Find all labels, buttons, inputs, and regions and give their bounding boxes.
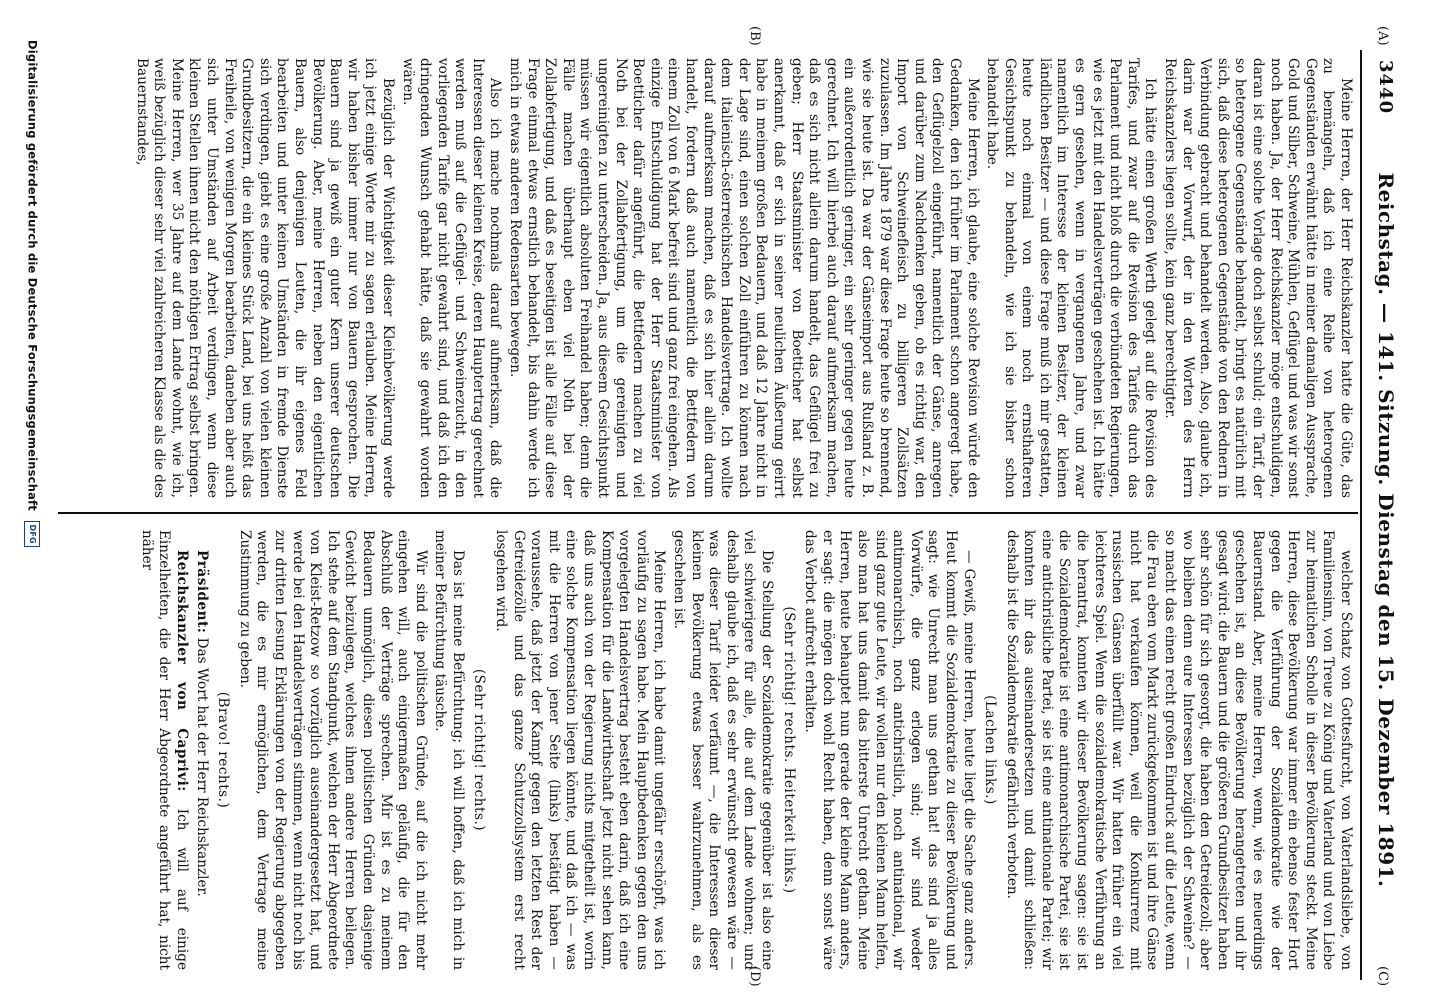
stage-direction: (Sehr richtig! rechts.) <box>471 668 488 832</box>
dfg-logo: DFG <box>24 521 40 547</box>
page-number: 3440 <box>1375 60 1396 115</box>
footer-text: Digitalisierung gefördert durch die Deutsche Forschungsgemeinschaft <box>25 40 40 511</box>
paragraph: Präsident: Das Wort hat der Herr Reichskanzler. <box>193 550 210 897</box>
paragraph: Ich hätte einen großen Werth gelegt auf die Revision des Tarifes, und zwar auf die Revision des Tarifes durch das Parlament und nicht bloß durch die verbündeten Regierungen, wie es jetzt mit den Handelsverträgen geschehen ist. Ich hätte es gern gesehen, wenn in vergangenen Jahre, und zwar namentlich im Interesse der kleinen Besitzer, der kleinen ländlichen Besitzer — und diese Frage muß ich mir gestatten, heute noch einmal von einem noch ernsthafteren Gesichtspunkt zu behandeln, wie ich sie bisher schon behandelt habe. <box>984 58 1159 498</box>
paragraph: Meine Herren, der Herr Reichskanzler hatte die Güte, das zu bemängeln, daß ich eine Reihe von heterogenen Gegenständen erwähnt hätte in meiner damaligen Aussprache, Gold und Silber, Schweine, Mühlen, Geflügel und was wir sonst noch haben. Ja, der Herr Reichskanzler möge entschuldigen, daran ist eine solche Vorlage doch selbst schuld; ein Tarif, der so heterogene Gegenstände behandelt, bringt es natürlich mit sich, daß diese heterogenen Gegenstände von den Rednern in Verbindung gebracht und behandelt werden. Also, glaube ich, darin war der Vorwurf, der in den Worten des Herrn Reichskanzlers liegen sollte, kein ganz berechtigter. <box>1162 58 1354 498</box>
header-rule <box>1360 50 1362 980</box>
paragraph: Bezüglich der Wichtigkeit dieser Kleinbevölkerung werde ich jetzt einige Worte mir zu sagen erlauben. Meine Herren, wir haben bisher immer nur von Bauern gesprochen. Die Bauern sind ja gewiß ein guter Kern unserer deutschen Bevölkerung. Aber, meine Herren, neben den eigentlichen Bauern, also denjenigen Leuten, die ihr eigenes Feld bearbeiten und unter keinen Umständen in fremde Dienste sich verdingen, giebt es eine große Anzahl von vielen kleinen Grundbesitzern, die ein kleines Stück Land, bei uns heißt das Freiheile, von wenigen Morgen bearbeiten, daneben aber auch sich unter Umständen auf Arbeit verdingen, wenn diese kleinen Stellen ihnen nicht den nöthigen Ertrag selbst bringen. Meine Herren, wer 35 Jahre auf dem Lande wohnt, wie ich, weiß bezüglich dieser sehr viel zahlreicheren Klasse als die des Bauernstandes, <box>133 58 396 498</box>
paragraph: Das ist meine Befürchtung; ich will hoffen, daß ich mich in meiner Befürchtung täusche. <box>432 530 466 970</box>
paragraph: welcher Schatz von Gottesfurcht, von Vaterlandsliebe, von Familiensinn, von Treue zu König und Vaterland und von Liebe zur heimatlichen Scholle in dieser Bevölkerung steckt. Meine Herren, diese Bevölkerung war immer ein ebenso fester Hort gegen die Verführung der Sozialdemokratie wie der Bauernstand. Aber, meine Herren, wenn, wie es neuerdings geschehen ist, an diese Bevölkerung herangetreten und ihr gesagt wird: die Bauern und die größeren Grundbesitzer haben sehr schön für sich gesorgt, die haben den Getreidezoll; aber wo bleiben denn eure Interessen bezüglich der Schweine? — so macht das einen recht großen Eindruck auf die Leute, wenn die Frau eben vom Markt zurückgekommen ist und ihre Gänse nicht hat verkaufen können, weil die Konkurrenz mit russischen Gänsen überfüllt war. Wir hatten früher ein viel leichteres Spiel. Wenn die sozialdemokratische Verführung an die herantrat, konnten wir dieser Bevölkerung sagen: sie ist die Sozialdemokratie ist eine antimonarchische Partei, sie ist eine antichristliche Partei, sie ist eine antinationale Partei; wir konnten ihr das auseinandersetzen und damit schließen: deshalb ist die Sozialdemokratie gefährlich verboten. <box>1003 530 1354 970</box>
stage-direction: (Bravo! rechts.) <box>215 691 232 809</box>
speaker-name: Reichskanzler von Caprivi: <box>174 550 190 792</box>
margin-mark-d: (D) <box>747 966 762 987</box>
paragraph: Wir sind die politischen Gründe, auf die ich nicht mehr eingehen will, auch einigermaßen geläufig, die für den Abschluß der Verträge sprechen. Mir ist es zu meinem Bedauern unmöglich, diesen politischen Gründen dasjenige Gewicht beizulegen, welches ihnen andere Herren beilegen. Ich stehe auf dem Standpunkt, welchen der Herr Abgeordnete von Kleist-Retzow so vorzüglich auseinandergesetzt hat, und werde bei den Handelsverträgen stimmen, wenn nicht noch bis zur dritten Lesung Erklärungen von der Regierung abgegeben werden, die es mir ermöglichen, dem Vertrage meine Zustimmung zu geben. <box>236 530 429 970</box>
right-column <box>64 530 1354 970</box>
paragraph: Reichskanzler von Caprivi: Ich will auf einige Einzelheiten, die der Herr Abgeordnete angeführt hat, nicht näher <box>138 530 190 970</box>
stage-direction: (Sehr richtig! rechts. Heiterkeit links.) <box>780 606 797 894</box>
paragraph: Die Stellung der Sozialdemokratie gegenüber ist also eine viel schwierigere für alle, die auf dem Lande wohnen; und deshalb glaube ich, daß es sehr erwünscht gewesen wäre — was dieser Tarif leider verfäumt —, die Interessen dieser kleinen Bevölkerung etwas besser wahrzunehmen, als es geschehen ist. <box>671 530 775 970</box>
margin-mark-a: (A) <box>1375 26 1390 46</box>
stage-direction: (Lachen links.) <box>982 695 999 805</box>
paragraph: Meine Herren, ich habe damit ungefähr erschöpft, was ich vorläufig zu sagen habe. Mein Hauptbedenken gegen den uns vorgelegten Handelsvertrag besteht eben darin, daß ich eine Kompensation für die Landwirthschaft jetzt nicht sehen kann, daß uns auch von der Regierung nichts mitgetheilt ist, worin eine solche Kompensation liegen könnte, und daß ich — was mit die Herren von jener Seite (links) bestätigt haben — voraussehe, daß jetzt der Kampf gegen den letzten Rest der Getreidezölle und das ganze Schutzzollsystem erst recht losgehen wird. <box>493 530 668 970</box>
paragraph: Also ich mache nochmals darauf aufmerksam, daß die Interessen dieser kleinen Kreise, deren Hauptertrag gerechnet werden muß auf die Geflügel- und Schweinezucht, in den vorliegenden Tarife gar nicht gewahrt sind, und daß ich den dringenden Wunsch gehabt hätte, daß sie gewahrt worden wären. <box>399 58 504 498</box>
footer-credit <box>24 40 40 960</box>
paragraph: Meine Herren, ich glaube, eine solche Revision würde den Gedanken, den ich früher im Parlament schon angeregt habe, den Geflügelzoll eingeführt, namentlich der Gänse, anregen und darüber zum Nachdenken geben, ob es richtig war, den Import von Schweinefleisch zu billigeren Zollsätzen zuzulassen. Im Jahre 1879 war diese Frage heute so brennend, wie sie heute ist. Da war der Gänseimport aus Rußland z. B. ein außerordentlich geringer, ein sehr geringer gegen heute gerechnet. Ich will hierbei auch darauf aufmerksam machen, daß es sich nicht allein darum handelt, das Geflügel frei zu geben; Herr Staatsminister von Boetticher hat selbst anerkannt, daß er sich in seiner neulichen Äußerung geirrt habe in meinem großen Bedauern, und daß 12 Jahre nicht in der Lage sind, einen solchen Zoll einführen zu können nach dem italienisch-österreichischen Handelsvertrage. Ich wollte darauf aufmerksam machen, daß es sich hier allein darum handelt, fordern daß auch namentlich die Bettfedern von einem Zoll von 6 Mark befreit sind und ganz frei eingehen. Als einzige Entschuldigung hat der Herr Staatsminister von Boetticher dafür angeführt, die Bettfedern machen zu viel Noth bei der Zollabfertigung, um die gereinigten und ungereinigten zu unterscheiden. Ja, aus diesem Gesichtspunkt müssen wir eigentlich absoluten Freihandel haben; denn die Fälle machen überhaupt eben viel Noth bei der Zollabfertigung, und daß es beseitigen ist alle Fälle auf diese Frage einmal etwas ernstlich behandelt, bis dahin werde ich mich in etwas anderen Redensarten bewegen. <box>507 58 981 498</box>
running-head: Reichstag. — 141. Sitzung. Dienstag den 15. Dezember 1891. <box>1374 172 1398 888</box>
column-divider <box>58 512 1358 514</box>
margin-mark-c: (C) <box>1375 966 1390 987</box>
left-column <box>64 58 1354 498</box>
paragraph: — Gewiß, meine Herren, heute liegt die Sache ganz anders. Heut kommt die Sozialdemokratie zu dieser Bevölkerung und sagt: wie Unrecht man uns gethan hat! das sind ja alles Vorwürfe, die ganz erlogen sind; wir sind weder antimonarchisch, noch antichristlich, noch antinational, wir sind ganz gute Leute, wir wollen nur den kleinen Mann helfen, also man hat uns damit das bitterste Unrecht gethan. Meine Herren, heute behauptet nun gerade der kleine Mann anders, er sagt: die mögen doch wohl Recht haben, denn sonst wäre das Verbot aufrecht erhalten. <box>802 530 977 970</box>
margin-mark-b: (B) <box>747 26 762 46</box>
speaker-name: Präsident: <box>193 550 210 634</box>
